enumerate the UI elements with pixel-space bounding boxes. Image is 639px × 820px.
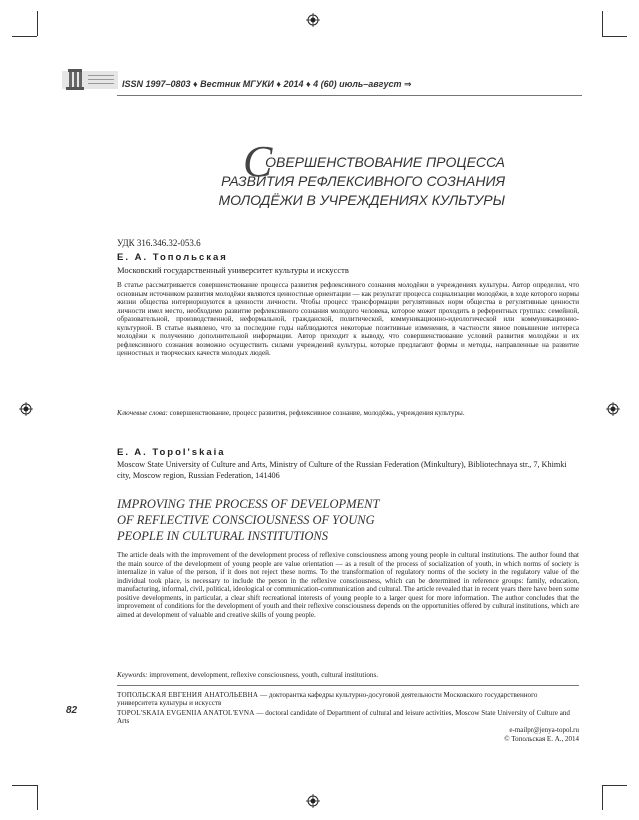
title-line: IMPROVING THE PROCESS OF DEVELOPMENT	[117, 497, 380, 511]
article-title-en	[117, 496, 579, 544]
page-number: 82	[66, 705, 78, 716]
udk-code: УДК 316.346.32-053.6	[117, 238, 201, 248]
keywords-label: Keywords:	[117, 671, 148, 679]
registration-mark-icon	[19, 402, 33, 416]
abstract-en: The article deals with the improvement of the development process of reflexive consciousness among young people in cultural institutions. The author found that the main source of the development of young people are value orientation — as a result of the process of socialization of youth, in which norms of society is internalize in value of the person, if it does not reject these norms. To the transformation of regulatory norms of the society in the regulatory value of the individual took place, is necessary to include the person in the reflexive consciousness, which can be determined in reference groups: family, education, manufacturing, informal, civil, political, ideological or communication-communication and cultural. The article revealed that in recent years there have been some positive developments, in particular, a clear shift recreational interests of young people to a larger quest for more information. The author concludes that the improvement of conditions for the development of youth and their reflexive consciousness depends on the opportunities offered by cultural institutions, which are aimed at development of valuable and creative skills of young people.	[117, 551, 579, 619]
header-divider	[117, 95, 582, 96]
affiliation-en: Moscow State University of Culture and Arts, Ministry of Culture of the Russian Federation (Minkultury), Bibliotechnaya str., 7, Khimki city, Moscow region, Russian Federation, 141406	[117, 460, 567, 480]
keywords-ru	[117, 408, 579, 419]
author-position-en: — doctoral candidate of Department of cultural and leisure activities, Moscow State University of Culture and Arts	[117, 709, 570, 726]
author-fullname-ru: ТОПОЛЬСКАЯ ЕВГЕНИЯ АНАТОЛЬЕВНА	[117, 691, 259, 699]
journal-header: ISSN 1997–0803 ♦ Вестник МГУКИ ♦ 2014 ♦ 4 (60) июль–август ⇒	[122, 79, 412, 89]
copyright: © Топольская Е. А., 2014	[504, 734, 579, 743]
registration-mark-icon	[306, 794, 320, 808]
keywords-en	[117, 671, 579, 680]
title-drop-letter: С	[243, 137, 273, 186]
author-fullname-en: TOPOL'SKAIA EVGENIIA ANATOL'EVNA	[117, 709, 255, 717]
title-line: РАЗВИТИЯ РЕФЛЕКСИВНОГО СОЗНАНИЯ	[221, 173, 505, 189]
keywords-label: Ключевые слова:	[117, 409, 168, 417]
keywords-text: improvement, development, reflexive consciousness, youth, cultural institutions.	[147, 671, 378, 679]
title-line: PEOPLE IN CULTURAL INSTITUTIONS	[117, 529, 329, 543]
title-line: МОЛОДЁЖИ В УЧРЕЖДЕНИЯХ КУЛЬТУРЫ	[218, 192, 505, 208]
author-info-ru	[117, 691, 579, 708]
journal-logo-icon	[62, 67, 118, 93]
title-line: OF REFLECTIVE CONSCIOUSNESS OF YOUNG	[117, 513, 375, 527]
article-title-ru	[150, 137, 505, 210]
author-info-en	[117, 709, 579, 726]
author-name-en: E. A. Topol'skaia	[117, 447, 226, 458]
affiliation-ru: Московский государственный университет культуры и искусств	[117, 265, 349, 275]
contact-block	[504, 726, 579, 743]
author-name-ru: Е. А. Топольская	[117, 252, 228, 263]
footer-divider	[117, 685, 579, 686]
title-line: ОВЕРШЕНСТВОВАНИЕ ПРОЦЕССА	[265, 154, 505, 170]
registration-mark-icon	[306, 13, 320, 27]
keywords-text: совершенствование, процесс развития, рефлексивное сознание, молодёжь, учреждения культуры.	[167, 409, 465, 417]
author-email[interactable]: e-mailpr@jenya-topol.ru	[509, 726, 579, 734]
registration-mark-icon	[606, 402, 620, 416]
abstract-ru: В статье рассматривается совершенствование процесса развития рефлексивного сознания молодёжи в учреждениях культуры. Автор определил, что основным источником развития молодёжи являются ценностные ориентации — как результат процесса социализации молодёжи, в ходе которого нормы жизни общества интериоризуются в ценности личности. Чтобы процесс трансформации регулятивных норм общества в регулятивные ценности личности имел место, необходимо развитие рефлексивного сознания молодого человека, которое может проходить в референтных группах: семейной, образовательной, производственной, неформальной, гражданской, политической, коммуникационно-идеологической или коммуникационно-культурной. В статье выявлено, что за последние годы наблюдаются некоторые позитивные изменения, в частности явное повышение интереса молодёжи к получению дополнительной информации. Автор приходит к выводу, что совершенствование условий развития молодёжи и их рефлексивного сознания возможно осуществить силами учреждений культуры, которые предлагают формы и методы, направленные на развитие ценностных и творческих качеств молодых людей.	[117, 281, 579, 358]
author-position-ru: — докторантка кафедры культурно-досуговой деятельности Московского государственного университета культуры и искусств	[117, 691, 538, 708]
